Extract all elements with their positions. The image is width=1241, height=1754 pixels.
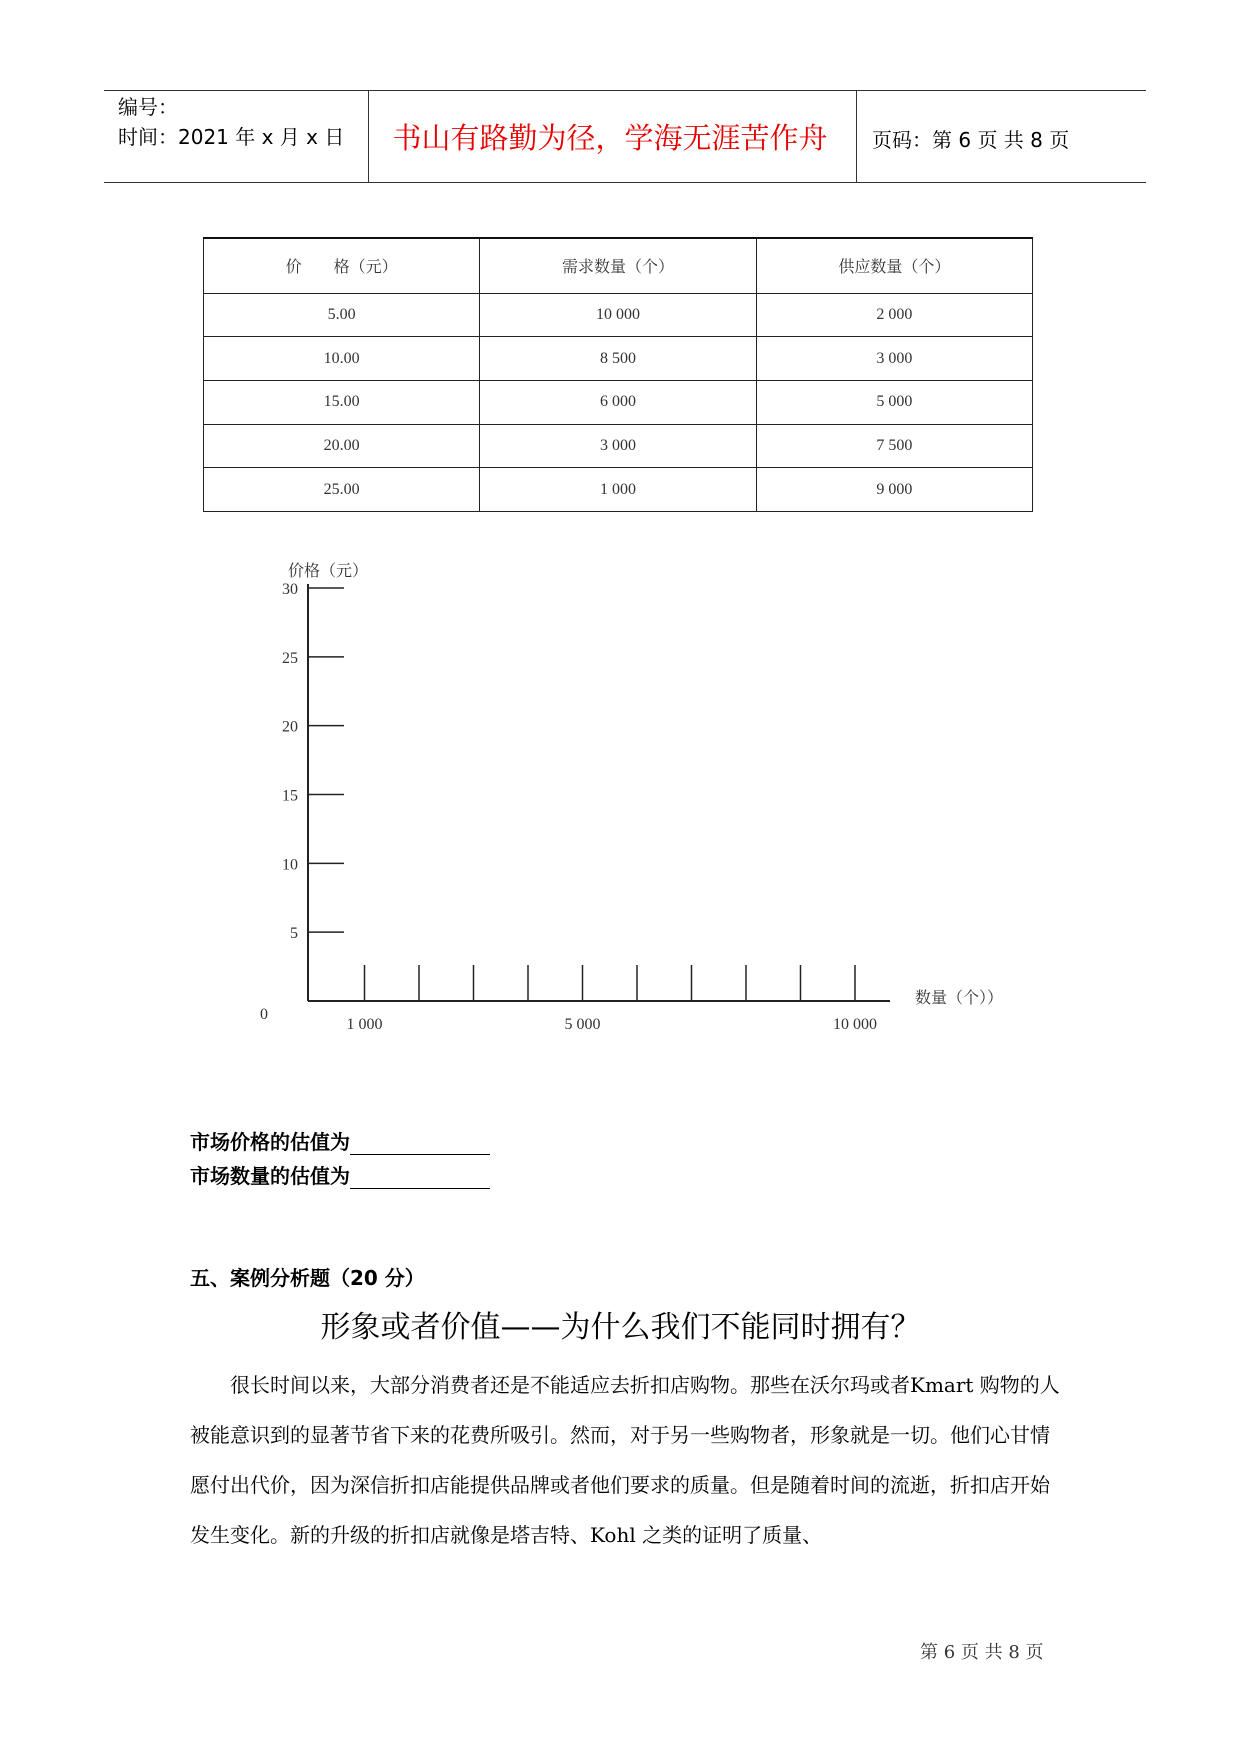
y-tick-label: 10 [282, 856, 298, 874]
header-top-rule [104, 90, 1146, 91]
table-row [204, 468, 1033, 512]
cell-demand: 3 000 [480, 424, 756, 468]
header-motto: 书山有路勤为径，学海无涯苦作舟 [392, 121, 828, 155]
quantity-estimate-blank[interactable] [350, 1168, 490, 1189]
cell-supply: 5 000 [756, 380, 1032, 424]
y-tick-label: 20 [282, 718, 298, 736]
header-price: 价 格（元） [204, 238, 480, 293]
quantity-estimate-line [190, 1160, 490, 1189]
cell-price: 10.00 [204, 337, 480, 381]
cell-supply: 2 000 [756, 293, 1032, 337]
cell-supply: 7 500 [756, 424, 1032, 468]
header-bottom-rule [104, 182, 1146, 183]
price-quantity-chart [260, 556, 1020, 1036]
case-title: 形象或者价值——为什么我们不能同时拥有？ [320, 1310, 921, 1345]
case-paragraph: 很长时间以来，大部分消费者还是不能适应去折扣店购物。那些在沃尔玛或者Kmart 购物的人被能意识到的显著节省下来的花费所吸引。然而，对于另一些购物者，形象就是一切。他们心甘情愿付出代价，因为深信折扣店能提供品牌或者他们要求的质量。但是随着时间的流逝，折扣店开始发生变化。新的升级的折扣店就像是塔吉特、Kohl 之类的证明了质量、 [190, 1373, 1060, 1547]
header-supply: 供应数量（个） [756, 238, 1032, 293]
price-estimate-label: 市场价格的估值为 [190, 1130, 350, 1154]
cell-supply: 9 000 [756, 468, 1032, 512]
price-estimate-line [190, 1126, 490, 1155]
x-ticks [347, 965, 878, 1033]
y-ticks [282, 581, 344, 942]
y-tick-label: 25 [282, 649, 298, 667]
cell-price: 15.00 [204, 380, 480, 424]
table-row [204, 337, 1033, 381]
cell-supply: 3 000 [756, 337, 1032, 381]
y-axis-label: 价格（元） [288, 563, 369, 580]
footer-page-number: 第 6 页 共 8 页 [920, 1642, 1044, 1663]
header-demand: 需求数量（个） [480, 238, 756, 293]
y-tick-label: 15 [282, 787, 298, 805]
table-row [204, 424, 1033, 468]
header-divider-right [856, 90, 857, 183]
cell-price: 25.00 [204, 468, 480, 512]
cell-demand: 10 000 [480, 293, 756, 337]
origin-label: 0 [260, 1006, 268, 1023]
table-row [204, 293, 1033, 337]
cell-demand: 1 000 [480, 468, 756, 512]
y-tick-label: 5 [290, 925, 298, 943]
x-tick-label: 5 000 [564, 1016, 601, 1033]
table-header-row [204, 238, 1033, 293]
time-label: 时间：2021 年 x 月 x 日 [118, 125, 345, 149]
price-estimate-blank[interactable] [350, 1134, 490, 1155]
price-quantity-table [203, 237, 1033, 512]
cell-demand: 6 000 [480, 380, 756, 424]
serial-label: 编号： [118, 95, 178, 119]
x-tick-label: 1 000 [346, 1016, 383, 1033]
table-row [204, 380, 1033, 424]
cell-demand: 8 500 [480, 337, 756, 381]
quantity-estimate-label: 市场数量的估值为 [190, 1164, 350, 1188]
x-axis-label: 数量（个）） [915, 990, 1004, 1007]
y-tick-label: 30 [282, 581, 298, 598]
header-meta [118, 92, 344, 152]
x-tick-label: 10 000 [833, 1016, 877, 1033]
section-heading: 五、案例分析题（20 分） [190, 1266, 425, 1290]
header-divider-left [368, 90, 369, 183]
cell-price: 20.00 [204, 424, 480, 468]
header-page-number: 页码：第 6 页 共 8 页 [872, 128, 1070, 152]
cell-price: 5.00 [204, 293, 480, 337]
